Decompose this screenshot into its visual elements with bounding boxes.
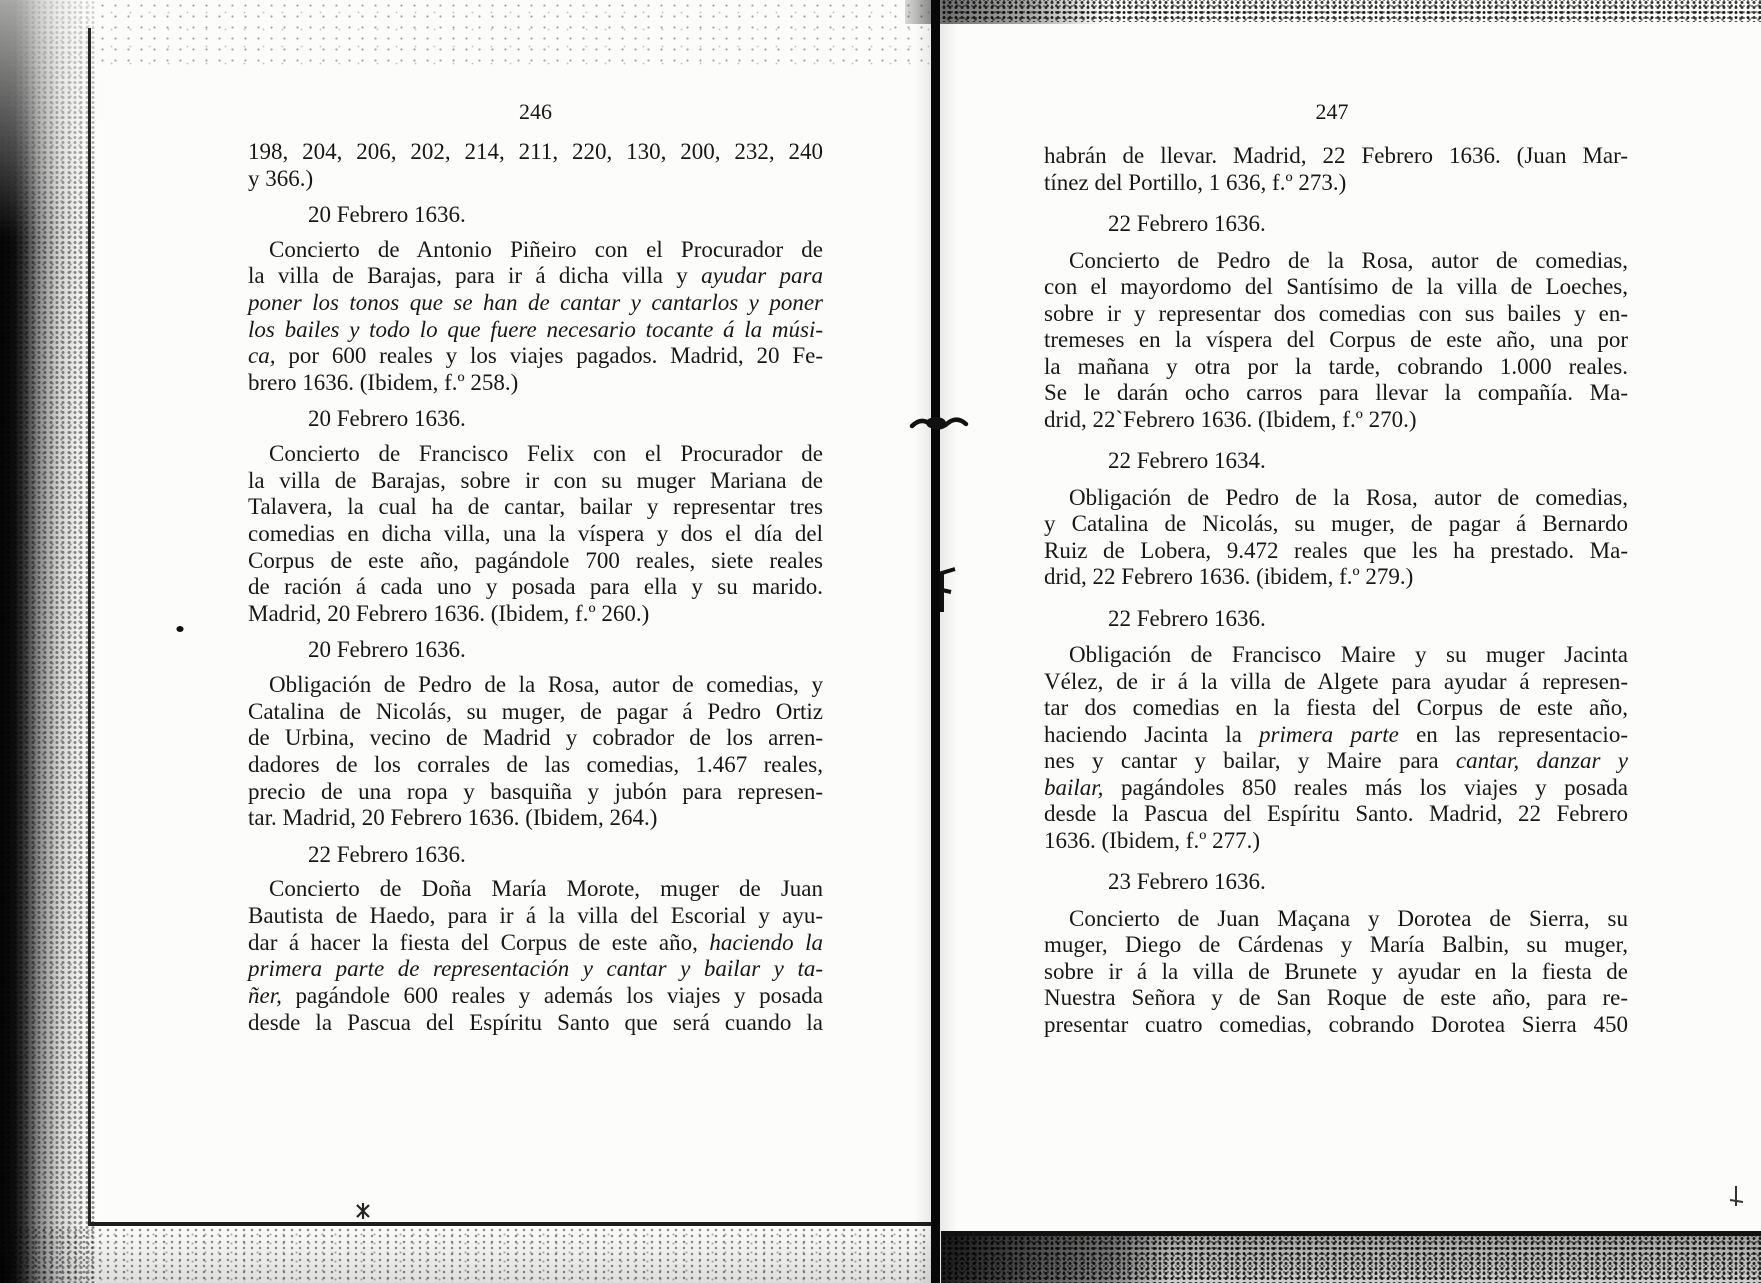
text-line [248, 263, 823, 290]
text-line: tremeses en la víspera del Corpus de este año, una por [1044, 327, 1628, 352]
text-line: drid, 22 Febrero 1636. (ibidem, f.º 279.) [1044, 564, 1414, 589]
italic-text-run: ayudar para [701, 263, 823, 289]
text-line: con el mayordomo del Santísimo de la villa de Loeches, [1044, 274, 1628, 299]
entry-date: 20 Febrero 1636. [308, 201, 466, 227]
text-line: y 366.) [248, 165, 314, 191]
page-text [1044, 143, 1628, 1038]
text-line: sobre ir y representar dos comedias con sus bailes y en- [1044, 300, 1628, 326]
text-line: Madrid, 20 Febrero 1636. (Ibidem, f.º 260.) [248, 601, 650, 626]
entry-paragraph [248, 441, 823, 628]
text-line [248, 317, 823, 344]
entry-paragraph [1044, 485, 1628, 591]
text-run: haciendo Jacinta la [1044, 721, 1260, 747]
text-line: Concierto de Pedro de la Rosa, autor de comedias, [1069, 247, 1628, 273]
continued-paragraph [248, 139, 823, 192]
text-line: Concierto de Doña María Morote, muger de Juan [269, 876, 823, 902]
text-line [1044, 775, 1628, 802]
italic-text-run: primera parte de representación y cantar y bailar y ta- [248, 956, 823, 982]
text-line: de Urbina, vecino de Madrid y cobrador de los arren- [248, 725, 823, 751]
text-line [248, 983, 823, 1010]
entry-date: 23 Febrero 1636. [1108, 869, 1266, 894]
text-line [248, 956, 823, 983]
page-number: 246 [519, 99, 552, 124]
text-line: Talavera, la cual ha de cantar, bailar y representar tres [248, 494, 823, 520]
entry-date: 22 Febrero 1636. [308, 841, 466, 867]
text-line: Bautista de Haedo, para ir á la villa del Escorial y ayu- [248, 902, 823, 928]
stray-dot-mark [176, 626, 183, 632]
stray-corner-mark [1730, 1186, 1743, 1206]
text-line: dadores de los corrales de las comedias, 1.467 reales, [248, 751, 823, 777]
continued-paragraph [1044, 143, 1628, 196]
text-line [248, 343, 823, 370]
entry-date: 22 Febrero 1636. [1108, 605, 1266, 631]
entry-date: 22 Febrero 1636. [1108, 211, 1266, 236]
text-line: brero 1636. (Ibidem, f.º 258.) [248, 370, 519, 395]
italic-text-run: ca, [248, 343, 276, 369]
text-line: desde la Pascua del Espíritu Santo. Madrid, 22 Febrero [1044, 801, 1628, 826]
text-line [1044, 722, 1628, 749]
entry-paragraph [1044, 248, 1628, 434]
text-line [248, 930, 823, 957]
text-line: tínez del Portillo, 1 636, f.º 273.) [1044, 169, 1347, 195]
text-line: 1636. (Ibidem, f.º 277.) [1044, 827, 1261, 853]
text-line: Concierto de Antonio Piñeiro con el Procurador de [269, 236, 823, 262]
entry-paragraph [248, 237, 823, 397]
text-line: presentar cuatro comedias, cobrando Dorotea Sierra 450 [1044, 1011, 1628, 1037]
text-line: Catalina de Nicolás, su muger, de pagar á Pedro Ortiz [248, 698, 823, 724]
text-run: pagándole 600 reales y además los viajes y posada [281, 982, 823, 1008]
text-line: Se le darán ocho carros para llevar la compañía. Ma- [1044, 380, 1628, 405]
entry-paragraph [248, 876, 823, 1036]
text-line: Obligación de Pedro de la Rosa, autor de comedias, [1069, 484, 1628, 510]
text-line [1044, 748, 1628, 775]
page-text [248, 139, 823, 1036]
italic-text-run: haciendo la [709, 929, 823, 955]
text-run: en las representacio- [1398, 721, 1628, 747]
text-line: sobre ir á la villa de Brunete y ayudar en la fiesta de [1044, 958, 1628, 984]
italic-text-run: poner los tonos que se han de cantar y cantarlos y poner [248, 289, 823, 315]
entry-paragraph [248, 672, 823, 832]
text-run: dar á hacer la fiesta del Corpus de este año, [248, 929, 710, 955]
text-line: Nuestra Señora y de San Roque de este año, para re- [1044, 985, 1628, 1010]
text-line: Vélez, de ir á la villa de Algete para ayudar á represen- [1044, 668, 1628, 694]
italic-text-run: bailar, [1044, 774, 1104, 800]
text-line: Obligación de Francisco Maire y su muger Jacinta [1069, 642, 1628, 667]
gutter-bracket-mark [942, 569, 955, 612]
italic-text-run: cantar, danzar y [1455, 748, 1628, 773]
text-line: 198, 204, 206, 202, 214, 211, 220, 130, 200, 232, 240 [248, 139, 823, 164]
entry-date: 20 Febrero 1636. [308, 406, 466, 432]
text-line: comedias en dicha villa, una la víspera y dos el día del [248, 520, 823, 546]
text-line: la mañana y otra por la tarde, cobrando 1.000 reales. [1044, 353, 1628, 379]
gutter-blob-mark [926, 417, 946, 429]
italic-text-run: los bailes y todo lo que fuere necesario tocante á la músi- [248, 316, 823, 342]
text-line: Concierto de Juan Maçana y Dorotea de Sierra, su [1069, 905, 1628, 931]
text-line: desde la Pascua del Espíritu Santo que será cuando la [248, 1009, 823, 1035]
text-line: habrán de llevar. Madrid, 22 Febrero 1636. (Juan Mar- [1044, 143, 1628, 168]
text-line: de ración á cada uno y posada para ella y su marido. [248, 574, 823, 600]
page-number: 247 [1315, 99, 1349, 124]
page-right [1044, 0, 1628, 1283]
text-run: por 600 reales y los viajes pagados. Madrid, 20 Fe- [275, 343, 823, 369]
text-line: la villa de Barajas, sobre ir con su muger Mariana de [248, 467, 823, 493]
text-line: drid, 22`Febrero 1636. (Ibidem, f.º 270.) [1044, 406, 1417, 432]
text-run: nes y cantar y bailar, y Maire para [1044, 748, 1456, 773]
entry-paragraph [1044, 642, 1628, 854]
italic-text-run: primera parte [1259, 721, 1399, 747]
text-line: muger, Diego de Cárdenas y María Balbin, su muger, [1044, 932, 1628, 957]
text-line: tar dos comedias en la fiesta del Corpus de este año, [1044, 695, 1628, 720]
text-run: la villa de Barajas, para ir á dicha villa y [248, 263, 702, 289]
entry-date: 20 Febrero 1636. [308, 637, 466, 663]
text-line [248, 290, 823, 317]
entry-paragraph [1044, 906, 1628, 1039]
text-line: Obligación de Pedro de la Rosa, autor de comedias, y [269, 671, 823, 697]
entry-date: 22 Febrero 1634. [1108, 448, 1266, 473]
text-line: precio de una ropa y basquiña y jubón para represen- [248, 778, 823, 804]
italic-text-run: ñer, [248, 982, 282, 1008]
text-run: pagándoles 850 reales más los viajes y posada [1103, 774, 1628, 800]
text-line: y Catalina de Nicolás, su muger, de pagar á Bernardo [1044, 511, 1628, 536]
page-left [248, 0, 823, 1283]
text-line: Corpus de este año, pagándole 700 reales, siete reales [248, 547, 823, 573]
text-line: Ruiz de Lobera, 9.472 reales que les ha prestado. Ma- [1044, 537, 1628, 563]
text-line: Concierto de Francisco Felix con el Procurador de [269, 440, 823, 466]
text-line: tar. Madrid, 20 Febrero 1636. (Ibidem, 264.) [248, 805, 658, 831]
